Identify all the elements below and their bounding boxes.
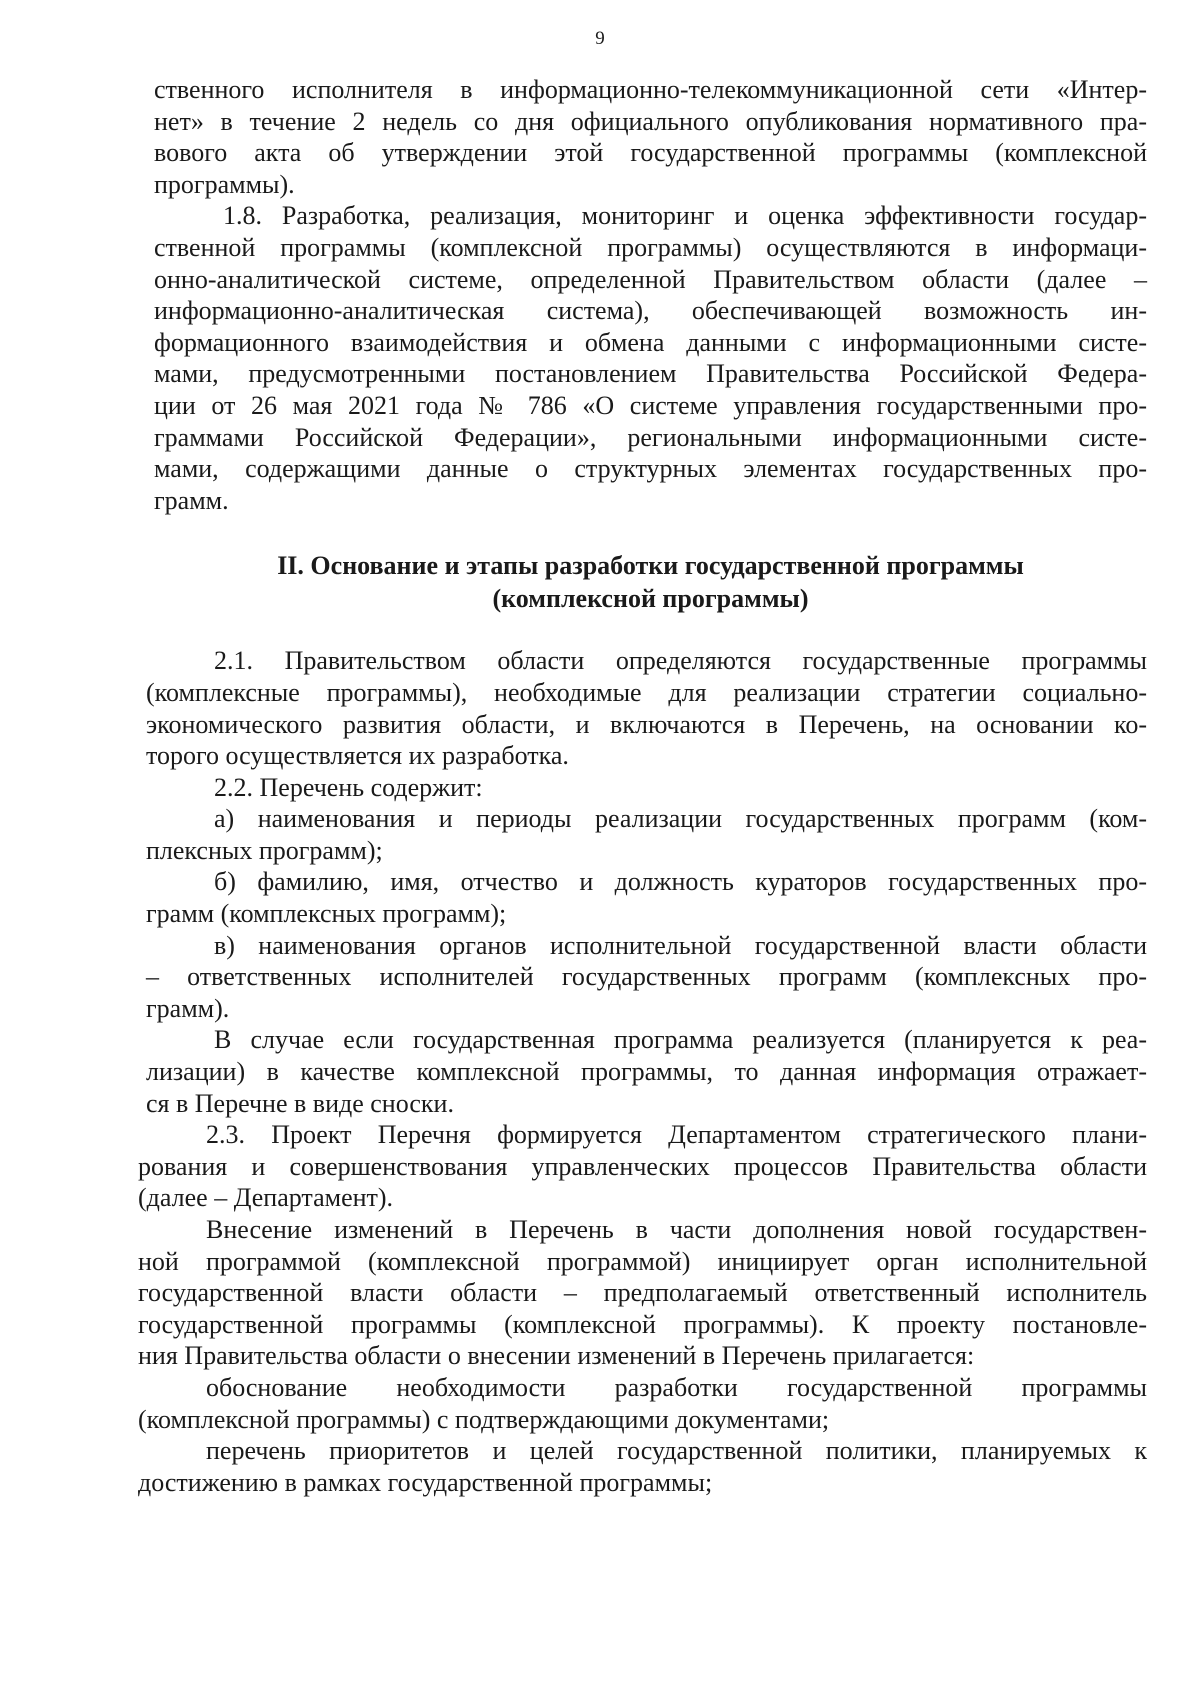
text-line: формационного взаимодействия и обмена данными с информационными систе- <box>154 327 1147 357</box>
text-line: Внесение изменений в Перечень в части дополнения новой государствен- <box>206 1215 1147 1244</box>
text-line: лизации) в качестве комплексной программы, то данная информация отражает- <box>146 1057 1147 1087</box>
text-line: 2.1. Правительством области определяются государственные программы <box>214 646 1147 676</box>
text-line: грамм). <box>146 993 230 1023</box>
text-line: мами, предусмотренными постановлением Правительства Российской Федера- <box>154 359 1147 389</box>
text-line-first <box>138 1119 1147 1151</box>
text-line: мами, содержащими данные о структурных элементах государственных про- <box>154 454 1147 484</box>
text-line: вового акта об утверждении этой государственной программы (комплексной <box>154 138 1147 168</box>
text-line: ции от 26 мая 2021 года № 786 «О системе управления государственными про- <box>154 390 1147 420</box>
text-line-first <box>146 866 1147 898</box>
text-line: б) фамилию, имя, отчество и должность кураторов государственных про- <box>214 867 1147 897</box>
text-line-first <box>138 1435 1147 1467</box>
text-line: – ответственных исполнителей государственных программ (комплексных про- <box>146 962 1147 992</box>
paragraph-changes <box>138 1214 1147 1372</box>
text-line: достижению в рамках государственной программы; <box>138 1467 713 1497</box>
paragraph-2-1 <box>146 645 1147 771</box>
text-line-first <box>146 1024 1147 1056</box>
text-line: государственной программы (комплексной программы). К проекту постановле- <box>138 1309 1147 1339</box>
section-heading <box>154 549 1147 615</box>
text-line: ся в Перечне в виде сноски. <box>146 1088 454 1118</box>
paragraph-justification <box>138 1372 1147 1435</box>
section-heading-line: II. Основание и этапы разработки государственной программы <box>277 551 1024 581</box>
text-line: нет» в течение 2 недель со дня официального опубликования нормативного пра- <box>154 106 1147 136</box>
text-line: плексных программ); <box>146 835 383 865</box>
document-body <box>138 74 1147 1498</box>
paragraph-case <box>146 1024 1147 1119</box>
text-line: 2.2. Перечень содержит: <box>214 772 483 802</box>
text-line: В случае если государственная программа реализуется (планируется к реа- <box>214 1025 1147 1055</box>
text-line: государственной власти области – предполагаемый ответственный исполнитель <box>138 1278 1147 1308</box>
text-line: перечень приоритетов и целей государственной политики, планируемых к <box>206 1436 1147 1466</box>
text-line-first <box>154 200 1147 232</box>
text-line: граммами Российской Федерации», региональными информационными систе- <box>154 422 1147 452</box>
paragraph-2-3 <box>138 1119 1147 1214</box>
page-number: 9 <box>595 28 605 49</box>
list-item-a <box>146 803 1147 866</box>
text-line: рования и совершенствования управленческих процессов Правительства области <box>138 1151 1147 1181</box>
text-line-first <box>146 772 1147 804</box>
text-line: 2.3. Проект Перечня формируется Департаментом стратегического плани- <box>206 1120 1147 1150</box>
text-line: ния Правительства области о внесении изменений в Перечень прилагается: <box>138 1341 975 1371</box>
paragraph-1-8 <box>154 200 1147 516</box>
text-line: (далее – Департамент). <box>138 1183 394 1213</box>
text-line-first <box>146 803 1147 835</box>
text-line: в) наименования органов исполнительной государственной власти области <box>214 930 1147 960</box>
text-line: 1.8. Разработка, реализация, мониторинг и оценка эффективности государ- <box>223 201 1147 231</box>
text-line: (комплексные программы), необходимые для реализации стратегии социально- <box>146 677 1147 707</box>
section-heading-line: (комплексной программы) <box>492 584 809 614</box>
text-line: грамм. <box>154 485 229 515</box>
text-line-first <box>146 930 1147 962</box>
list-item-b <box>146 866 1147 929</box>
text-line: ственного исполнителя в информационно-телекоммуникационной сети «Интер- <box>154 75 1147 104</box>
text-line: обоснование необходимости разработки государственной программы <box>206 1372 1147 1402</box>
text-line: ственной программы (комплексной программы) осуществляются в информаци- <box>154 232 1147 262</box>
text-line: программы). <box>154 169 295 199</box>
text-line-first <box>138 1214 1147 1246</box>
text-line: экономического развития области, и включаются в Перечень, на основании ко- <box>146 709 1147 739</box>
text-line: информационно-аналитическая система), обеспечивающей возможность ин- <box>154 296 1147 326</box>
text-line: ной программой (комплексной программой) инициирует орган исполнительной <box>138 1246 1147 1276</box>
text-line: торого осуществляется их разработка. <box>146 741 569 771</box>
text-line: (комплексной программы) с подтверждающими документами; <box>138 1404 830 1434</box>
text-line: а) наименования и периоды реализации государственных программ (ком- <box>214 804 1147 834</box>
paragraph-continuation <box>154 74 1147 200</box>
text-line-first <box>138 1372 1147 1404</box>
text-line: грамм (комплексных программ); <box>146 899 507 929</box>
paragraph-2-2 <box>146 772 1147 804</box>
text-line: онно-аналитической системе, определенной Правительством области (далее – <box>154 264 1147 294</box>
text-line-first <box>146 645 1147 677</box>
list-item-v <box>146 930 1147 1025</box>
paragraph-priorities <box>138 1435 1147 1498</box>
